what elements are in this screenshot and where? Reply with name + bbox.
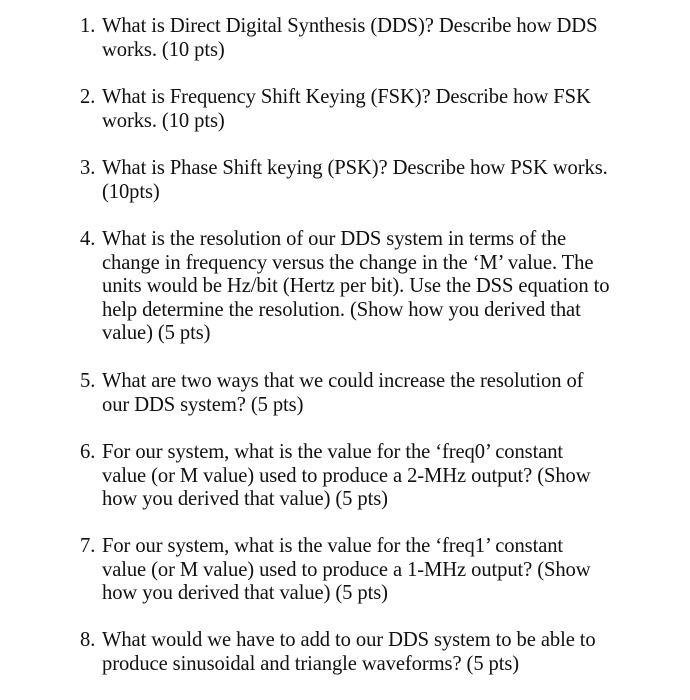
question-1 — [80, 15, 640, 62]
question-number: 2. — [80, 86, 96, 108]
question-2 — [80, 86, 640, 133]
question-text: What would we have to add to our DDS system to be able to produce sinusoidal and triangle waveforms? (5 pts) — [102, 629, 596, 675]
question-number: 3. — [80, 157, 96, 179]
question-6 — [80, 441, 640, 512]
question-text: What is Phase Shift keying (PSK)? Describe how PSK works. (10pts) — [102, 157, 608, 203]
question-5 — [80, 370, 640, 417]
question-7 — [80, 535, 640, 606]
question-4 — [80, 228, 640, 346]
question-text: What is Frequency Shift Keying (FSK)? Describe how FSK works. (10 pts) — [102, 86, 591, 132]
question-text: For our system, what is the value for the ‘freq0’ constant value (or M value) used to produce a 2-MHz output? (Show how you derived that value) (5 pts) — [102, 441, 591, 510]
question-3 — [80, 157, 640, 204]
question-number: 1. — [80, 15, 96, 37]
question-text: What is the resolution of our DDS system in terms of the change in frequency versus the change in the ‘M’ value. The units would be Hz/bit (Hertz per bit). Use the DSS equation to help determine the resolution. (Show how you derived that value) (5 pts) — [102, 228, 610, 344]
question-number: 5. — [80, 370, 96, 392]
question-text: For our system, what is the value for the ‘freq1’ constant value (or M value) used to produce a 1-MHz output? (Show how you derived that value) (5 pts) — [102, 535, 591, 604]
question-number: 8. — [80, 629, 96, 651]
question-number: 4. — [80, 228, 96, 250]
question-number: 6. — [80, 441, 96, 463]
question-number: 7. — [80, 535, 96, 557]
question-8 — [80, 629, 640, 676]
question-text: What is Direct Digital Synthesis (DDS)? Describe how DDS works. (10 pts) — [102, 15, 598, 61]
question-text: What are two ways that we could increase the resolution of our DDS system? (5 pts) — [102, 370, 584, 416]
